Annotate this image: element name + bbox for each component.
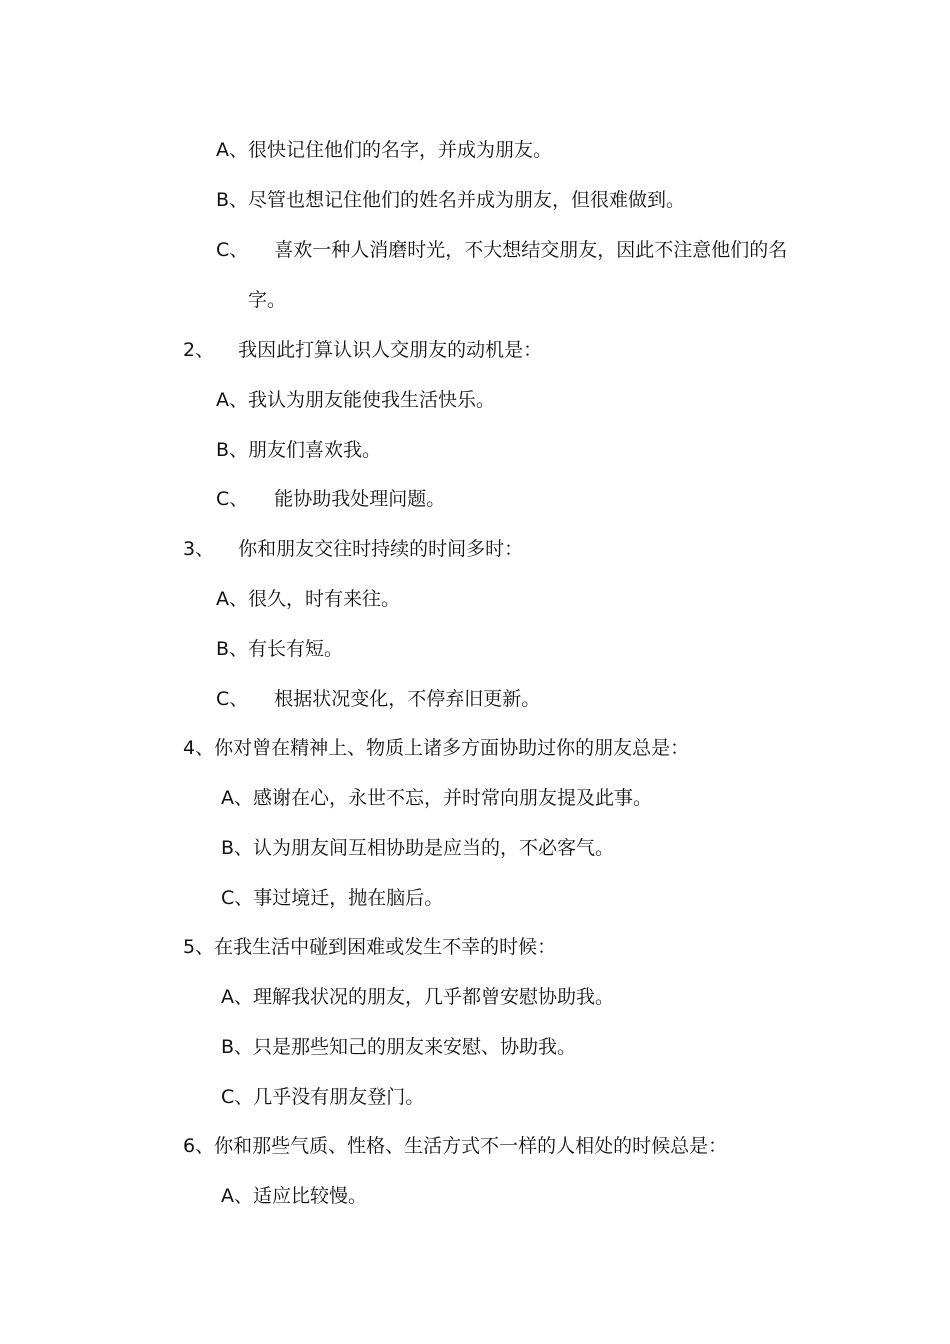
q2-number: 2、 (183, 339, 215, 361)
q2-option-a: A、我认为朋友能使我生活快乐。 (216, 389, 495, 411)
q3-option-c-text: 根据状况变化，不停弃旧更新。 (274, 688, 541, 710)
q2-option-b: B、朋友们喜欢我。 (216, 439, 382, 461)
q1-option-c-text: 喜欢一种人消磨时光，不大想结交朋友，因此不注意他们的名 (274, 239, 788, 261)
q3-number: 3、 (183, 538, 215, 560)
q3-option-c-mark: C、 (216, 688, 249, 710)
q1-option-c (216, 238, 787, 262)
q3-option-c (216, 687, 540, 711)
q1-option-a: A、很快记住他们的名字，并成为朋友。 (216, 139, 552, 161)
q3-option-a: A、很久，时有来往。 (216, 588, 400, 610)
q4-option-b: B、认为朋友间互相协助是应当的，不必客气。 (221, 837, 615, 859)
q4-question: 4、你对曾在精神上、物质上诸多方面协助过你的朋友总是： (183, 737, 690, 759)
q4-option-a: A、感谢在心，永世不忘，并时常向朋友提及此事。 (221, 787, 652, 809)
q6-question: 6、你和那些气质、性格、生活方式不一样的人相处的时候总是： (183, 1135, 728, 1157)
q5-option-b: B、只是那些知己的朋友来安慰、协助我。 (221, 1036, 577, 1058)
q1-option-c-continuation: 字。 (248, 289, 287, 311)
q2-question (183, 338, 542, 362)
q2-option-c-text: 能协助我处理问题。 (274, 488, 446, 510)
q5-question: 5、在我生活中碰到困难或发生不幸的时候： (183, 936, 557, 958)
q5-option-a: A、理解我状况的朋友，几乎都曾安慰协助我。 (221, 986, 614, 1008)
q6-option-a: A、适应比较慢。 (221, 1185, 367, 1207)
q3-question-text: 你和朋友交往时持续的时间多时： (238, 538, 524, 560)
q3-option-b: B、有长有短。 (216, 638, 344, 660)
q1-option-b: B、尽管也想记住他们的姓名并成为朋友，但很难做到。 (216, 189, 686, 211)
q3-question (183, 537, 523, 561)
q5-option-c: C、几乎没有朋友登门。 (221, 1086, 425, 1108)
q2-question-text: 我因此打算认识人交朋友的动机是： (238, 339, 543, 361)
q2-option-c (216, 487, 445, 511)
q1-option-c-mark: C、 (216, 239, 249, 261)
q4-option-c: C、事过境迁，抛在脑后。 (221, 887, 444, 909)
q2-option-c-mark: C、 (216, 488, 249, 510)
